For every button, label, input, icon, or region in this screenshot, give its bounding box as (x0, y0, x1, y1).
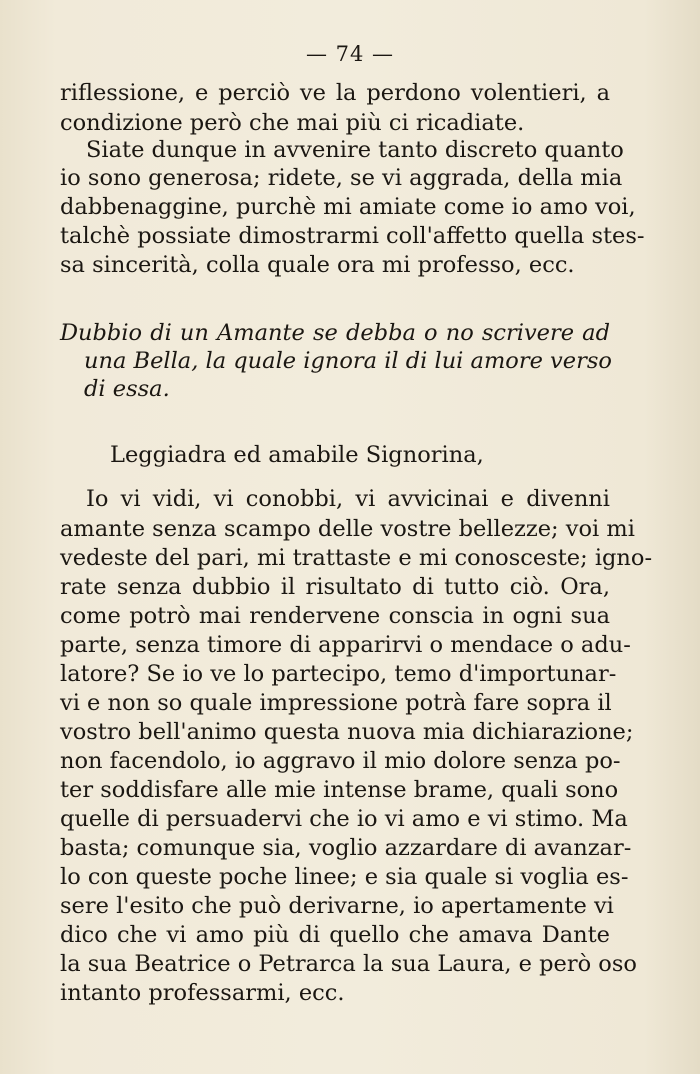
text-line: talchè possiate dimostrarmi coll'affetto quella stes- (60, 223, 645, 249)
text-line: basta; comunque sia, voglio azzardare di avanzar- (60, 835, 632, 861)
text-line: vi e non so quale impressione potrà fare sopra il (60, 690, 612, 716)
text-line: io sono generosa; ridete, se vi aggrada, della mia (60, 165, 623, 191)
text-line: sere l'esito che può derivarne, io apertamente vi (60, 893, 614, 919)
section-heading-line: Dubbio di un Amante se debba o no scrivere ad (60, 320, 610, 346)
text-line: quelle di persuadervi che io vi amo e vi stimo. Ma (60, 806, 628, 832)
section-heading-line: di essa. (84, 376, 170, 402)
text-line: parte, senza timore di apparirvi o mendace o adu- (60, 632, 631, 658)
section-heading-line: una Bella, la quale ignora il di lui amore verso (84, 348, 612, 374)
text-line: riflessione, e perciò ve la perdono volentieri, a (60, 80, 610, 106)
text-line: Siate dunque in avvenire tanto discreto quanto (86, 137, 624, 163)
text-line: la sua Beatrice o Petrarca la sua Laura, e però oso (60, 951, 637, 977)
text-line: vedeste del pari, mi trattaste e mi conosceste; igno- (60, 545, 653, 571)
text-line: amante senza scampo delle vostre bellezze; voi mi (60, 516, 635, 542)
text-line: come potrò mai rendervene conscia in ogni sua (60, 603, 610, 629)
text-line: Io vi vidi, vi conobbi, vi avvicinai e divenni (86, 486, 610, 512)
text-line: non facendolo, io aggravo il mio dolore senza po- (60, 748, 621, 774)
text-line: vostro bell'animo questa nuova mia dichiarazione; (60, 719, 634, 745)
text-line: ter soddisfare alle mie intense brame, quali sono (60, 777, 619, 803)
text-line: dico che vi amo più di quello che amava Dante (60, 922, 610, 948)
text-line: sa sincerità, colla quale ora mi professo, ecc. (60, 252, 575, 278)
text-line: latore? Se io ve lo partecipo, temo d'importunar- (60, 661, 617, 687)
salutation: Leggiadra ed amabile Signorina, (110, 442, 484, 468)
text-line: dabbenaggine, purchè mi amiate come io amo voi, (60, 194, 636, 220)
text-line: lo con queste poche linee; e sia quale si voglia es- (60, 864, 629, 890)
page-number: — 74 — (305, 42, 395, 66)
text-line: intanto professarmi, ecc. (60, 980, 345, 1006)
text-line: condizione però che mai più ci ricadiate. (60, 110, 525, 136)
text-line: rate senza dubbio il risultato di tutto ciò. Ora, (60, 574, 610, 600)
